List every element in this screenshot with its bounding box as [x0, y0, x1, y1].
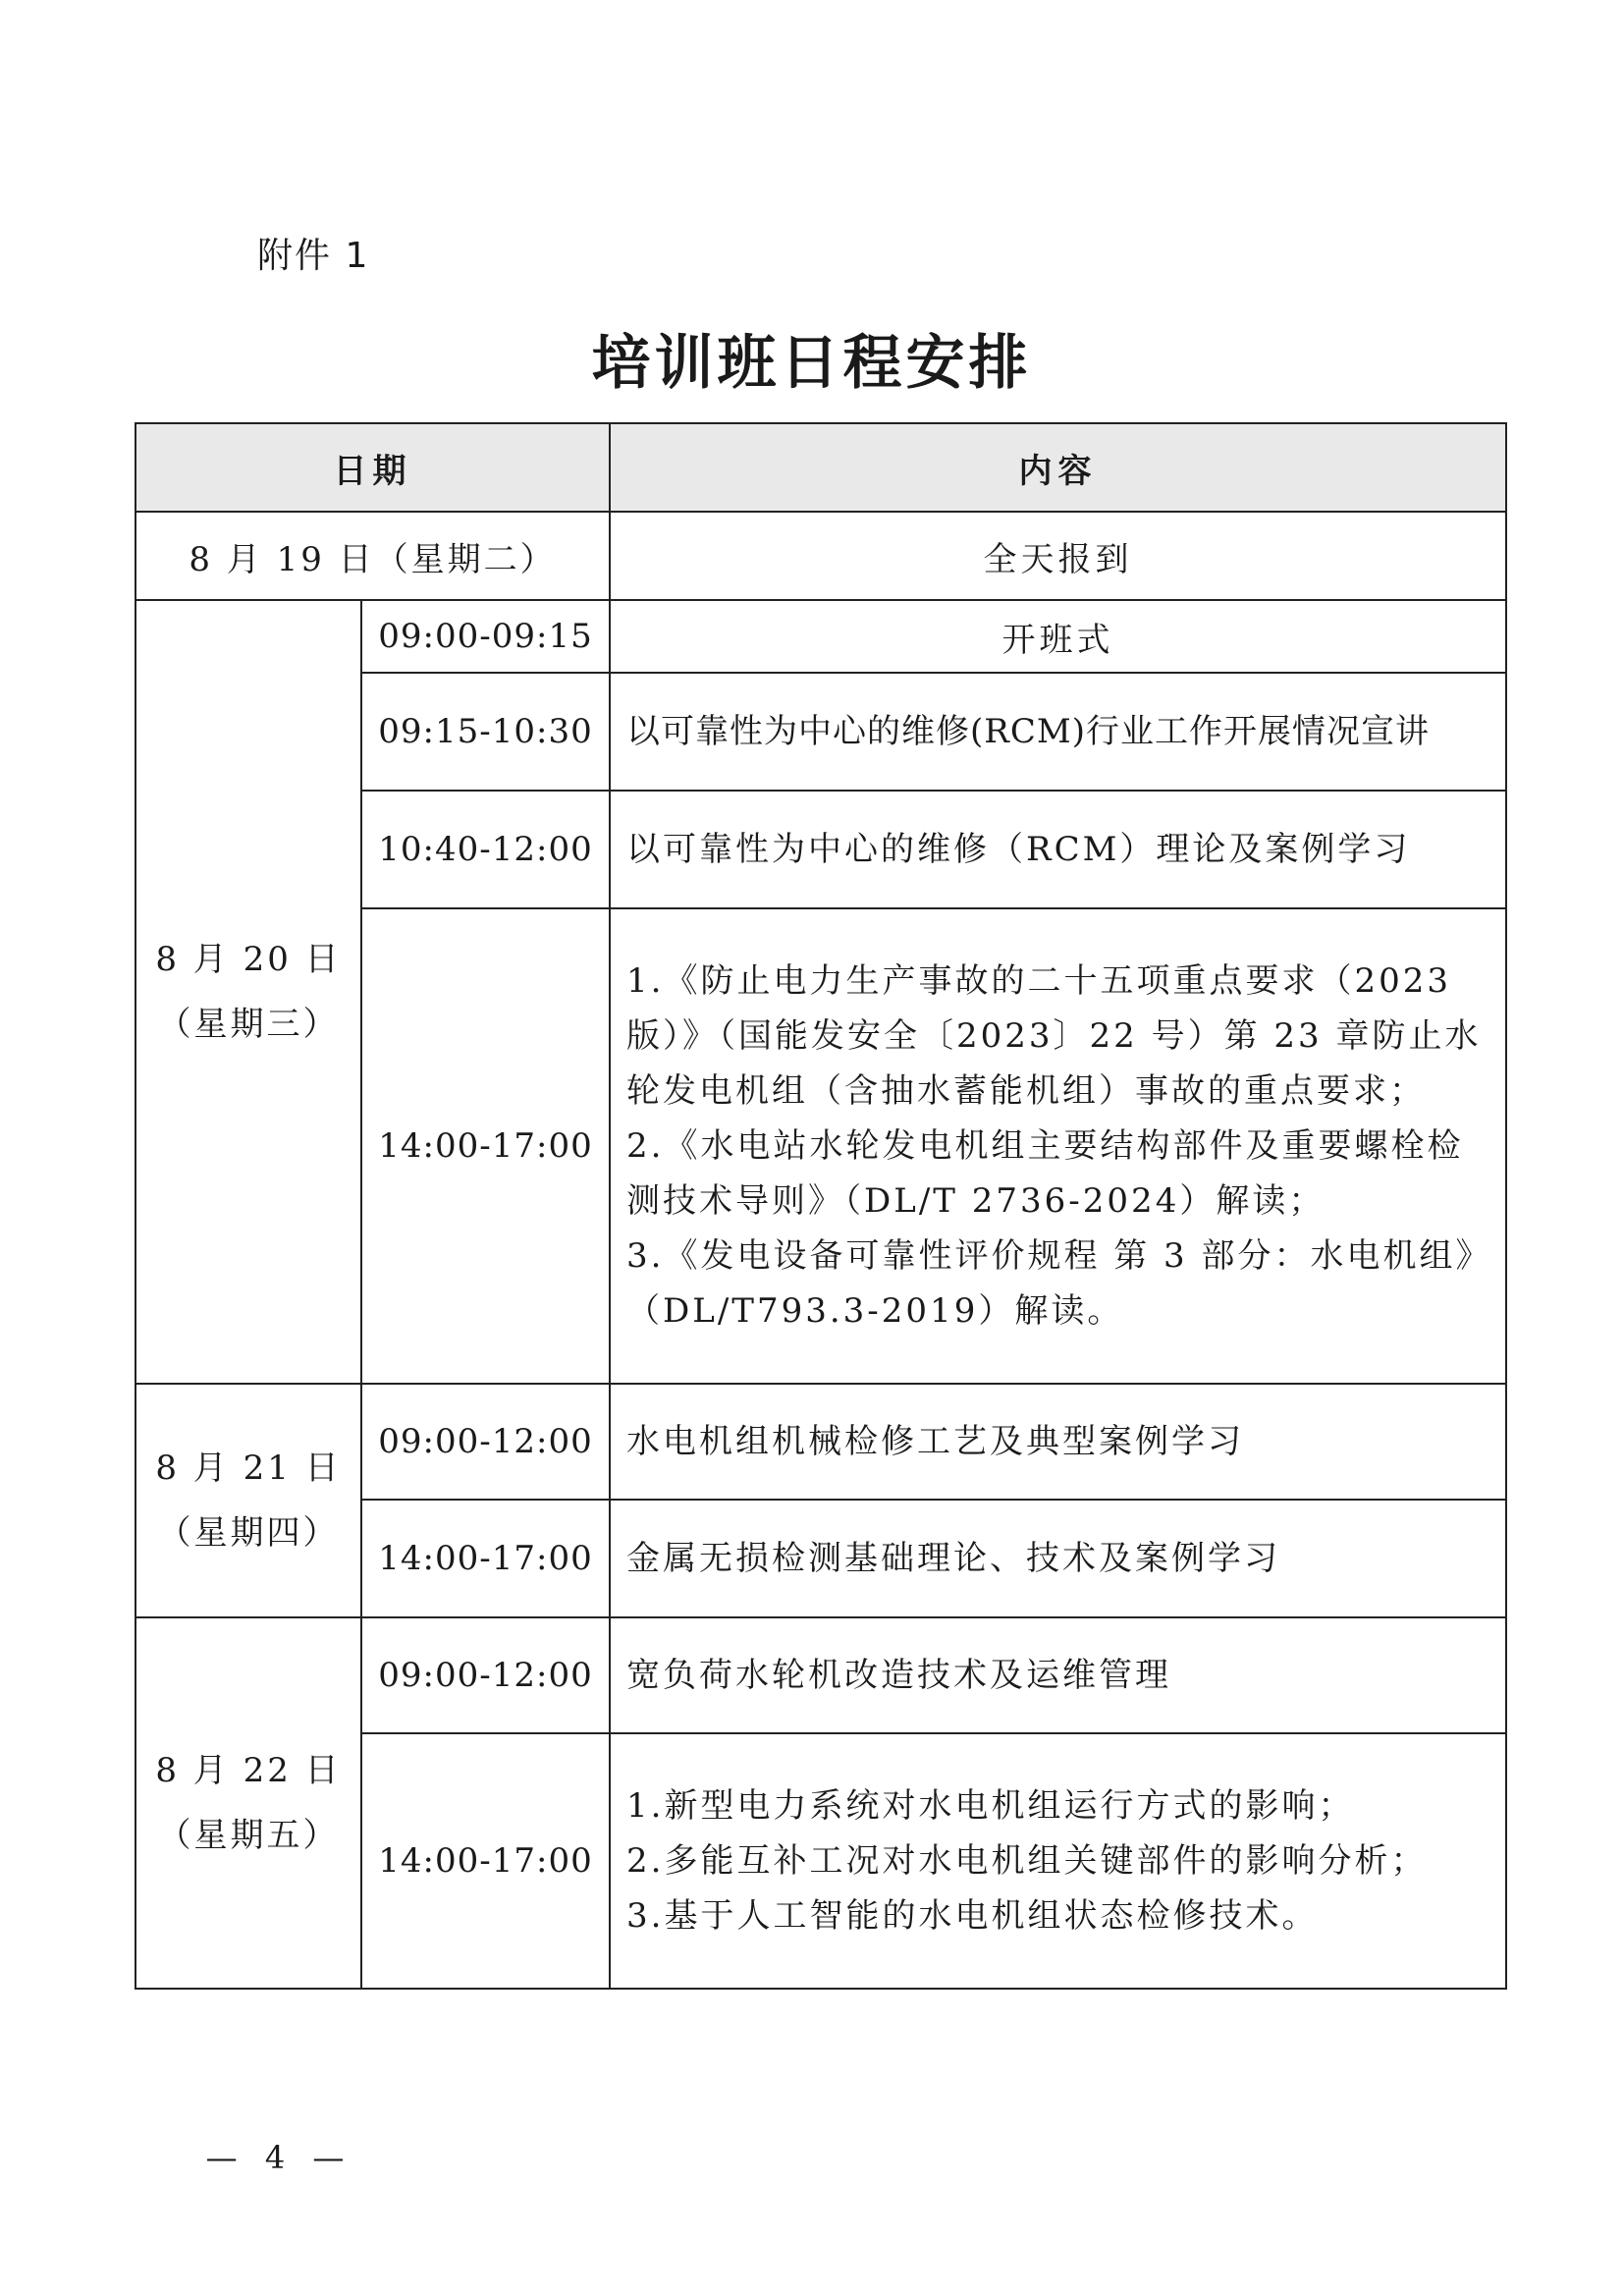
header-date: 日期: [135, 423, 610, 512]
date-cell: [135, 1617, 361, 1989]
date-line: 8 月 21 日: [155, 1449, 342, 1488]
content-cell: 开班式: [610, 600, 1506, 673]
list-item: 3.《发电设备可靠性评价规程 第 3 部分：水电机组》（DL/T793.3-2019）解读。: [626, 1236, 1492, 1331]
time-cell: 09:00-09:15: [361, 600, 610, 673]
content-cell: 水电机组机械检修工艺及典型案例学习: [610, 1384, 1506, 1500]
date-cell: [135, 600, 361, 1384]
attachment-label: 附件 1: [257, 236, 370, 276]
table-row: [135, 1384, 1506, 1500]
time-cell: 10:40-12:00: [361, 791, 610, 908]
weekday-line: （星期四）: [157, 1513, 340, 1553]
table-row: [135, 600, 1506, 673]
time-cell: 14:00-17:00: [361, 908, 610, 1384]
header-content: 内容: [610, 423, 1506, 512]
time-cell: 14:00-17:00: [361, 1500, 610, 1617]
list-item: 2.《水电站水轮发电机组主要结构部件及重要螺栓检测技术导则》（DL/T 2736-2024）解读；: [626, 1126, 1464, 1221]
list-item: 1.《防止电力生产事故的二十五项重点要求（2023版）》（国能发安全〔2023〕22 号）第 23 章防止水轮发电机组（含抽水蓄能机组）事故的重点要求；: [626, 961, 1482, 1111]
date-line: 8 月 22 日: [155, 1751, 342, 1790]
table-row: [135, 512, 1506, 600]
time-cell: 09:00-12:00: [361, 1617, 610, 1733]
date-cell: 8 月 19 日（星期二）: [135, 512, 610, 600]
content-cell: [610, 908, 1506, 1384]
content-cell: 以可靠性为中心的维修(RCM)行业工作开展情况宣讲: [610, 673, 1506, 791]
content-cell: 全天报到: [610, 512, 1506, 600]
list-item: 1.新型电力系统对水电机组运行方式的影响；: [626, 1786, 1355, 1826]
table-row: [135, 1617, 1506, 1733]
time-cell: 14:00-17:00: [361, 1733, 610, 1989]
weekday-line: （星期三）: [157, 1005, 340, 1044]
page-title: 培训班日程安排: [591, 329, 1032, 398]
time-cell: 09:00-12:00: [361, 1384, 610, 1500]
page-dash-left: —: [205, 2139, 238, 2176]
list-item: 2.多能互补工况对水电机组关键部件的影响分析；: [626, 1841, 1428, 1881]
time-cell: 09:15-10:30: [361, 673, 610, 791]
date-cell: [135, 1384, 361, 1617]
page-number: [0, 2139, 550, 2176]
content-cell: [610, 1733, 1506, 1989]
date-line: 8 月 20 日: [155, 940, 342, 979]
page-number-value: 4: [264, 2139, 286, 2176]
content-cell: 宽负荷水轮机改造技术及运维管理: [610, 1617, 1506, 1733]
content-cell: 以可靠性为中心的维修（RCM）理论及案例学习: [610, 791, 1506, 908]
table-header-row: [135, 423, 1506, 512]
list-item: 3.基于人工智能的水电机组状态检修技术。: [626, 1896, 1319, 1936]
weekday-line: （星期五）: [157, 1816, 340, 1855]
page-dash-right: —: [312, 2139, 345, 2176]
schedule-table: [135, 422, 1507, 1990]
content-cell: 金属无损检测基础理论、技术及案例学习: [610, 1500, 1506, 1617]
